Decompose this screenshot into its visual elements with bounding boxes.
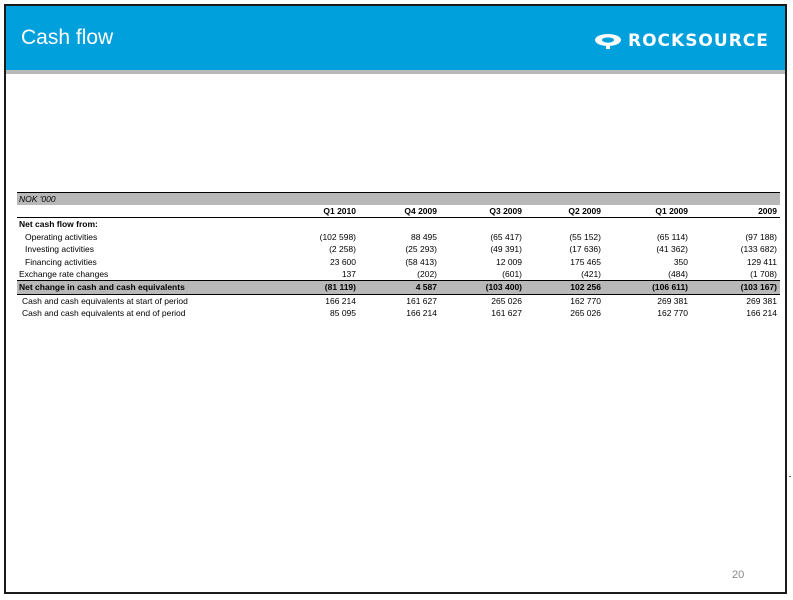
table-cell: 12 009	[496, 256, 522, 267]
table-cell: (103 167)	[740, 282, 777, 293]
table-cell: (17 636)	[569, 244, 601, 255]
table-cell: (1 708)	[750, 268, 777, 279]
table-cell: (601)	[502, 268, 522, 279]
table-row	[17, 307, 780, 319]
column-header: 2009	[758, 206, 777, 216]
row-label: Cash and cash equivalents at end of period	[22, 308, 186, 319]
table-cell: 4 587	[415, 282, 437, 293]
table-cell: (2 258)	[329, 244, 356, 255]
header-bar	[6, 6, 785, 70]
logo-text: ROCKSOURCE	[628, 31, 769, 51]
table-cell: 161 627	[406, 295, 437, 306]
table-row	[17, 243, 780, 255]
table-row	[17, 256, 780, 268]
table-cell: (103 400)	[485, 282, 522, 293]
column-header-row	[17, 205, 780, 218]
table-cell: (49 391)	[490, 244, 522, 255]
table-cell: (133 682)	[740, 244, 777, 255]
table-cell: 162 770	[570, 295, 601, 306]
stray-mark	[789, 476, 791, 477]
table-cell: 350	[673, 256, 688, 267]
column-header: Q4 2009	[404, 206, 437, 216]
row-label: Cash and cash equivalents at start of period	[22, 295, 188, 306]
table-row	[17, 268, 780, 280]
table-cell: (55 152)	[569, 231, 601, 242]
table-cell: (202)	[417, 268, 437, 279]
table-cell: 166 214	[406, 308, 437, 319]
table-cell: (81 119)	[324, 282, 356, 293]
table-cell: 85 095	[330, 308, 356, 319]
table-cell: (65 417)	[490, 231, 522, 242]
slide-title: Cash flow	[21, 26, 114, 49]
table-cell: 161 627	[491, 308, 522, 319]
table-cell: 269 381	[657, 295, 688, 306]
row-label: Exchange rate changes	[19, 268, 109, 279]
table-cell: 265 026	[491, 295, 522, 306]
table-cell: (58 413)	[405, 256, 437, 267]
table-cell: (41 362)	[656, 244, 688, 255]
column-header: Q2 2009	[568, 206, 601, 216]
table-cell: (484)	[668, 268, 688, 279]
table-cell: 88 495	[411, 231, 437, 242]
table-cell: 175 465	[570, 256, 601, 267]
table-cell: 23 600	[330, 256, 356, 267]
column-header: Q3 2009	[489, 206, 522, 216]
row-label: Net change in cash and cash equivalents	[19, 282, 185, 293]
slide	[4, 4, 787, 594]
table-cell: 102 256	[570, 282, 601, 293]
cash-flow-table	[17, 192, 780, 320]
table-cell: 129 411	[746, 256, 777, 267]
section-heading: Net cash flow from:	[19, 219, 98, 230]
table-cell: (97 188)	[745, 231, 777, 242]
unit-label: NOK '000	[17, 192, 780, 205]
row-label: Financing activities	[25, 256, 97, 267]
header-divider	[6, 70, 785, 74]
table-cell: 269 381	[746, 295, 777, 306]
net-change-row	[17, 280, 780, 294]
table-cell: 166 214	[325, 295, 356, 306]
table-cell: 265 026	[570, 308, 601, 319]
row-label: Investing activities	[25, 244, 94, 255]
table-cell: 166 214	[746, 308, 777, 319]
table-row	[17, 295, 780, 307]
column-header: Q1 2010	[323, 206, 356, 216]
column-header: Q1 2009	[655, 206, 688, 216]
table-row	[17, 231, 780, 243]
table-cell: (106 611)	[652, 282, 688, 293]
rocksource-logo-icon	[593, 32, 623, 50]
table-cell: 137	[341, 268, 356, 279]
table-cell: (25 293)	[405, 244, 437, 255]
table-cell: (102 598)	[319, 231, 356, 242]
table-cell: (65 114)	[656, 231, 688, 242]
table-cell: (421)	[581, 268, 601, 279]
section-heading-row	[17, 218, 780, 230]
table-cell: 162 770	[657, 308, 688, 319]
company-logo	[593, 31, 769, 51]
row-label: Operating activities	[25, 231, 98, 242]
page-number: 20	[732, 569, 745, 581]
